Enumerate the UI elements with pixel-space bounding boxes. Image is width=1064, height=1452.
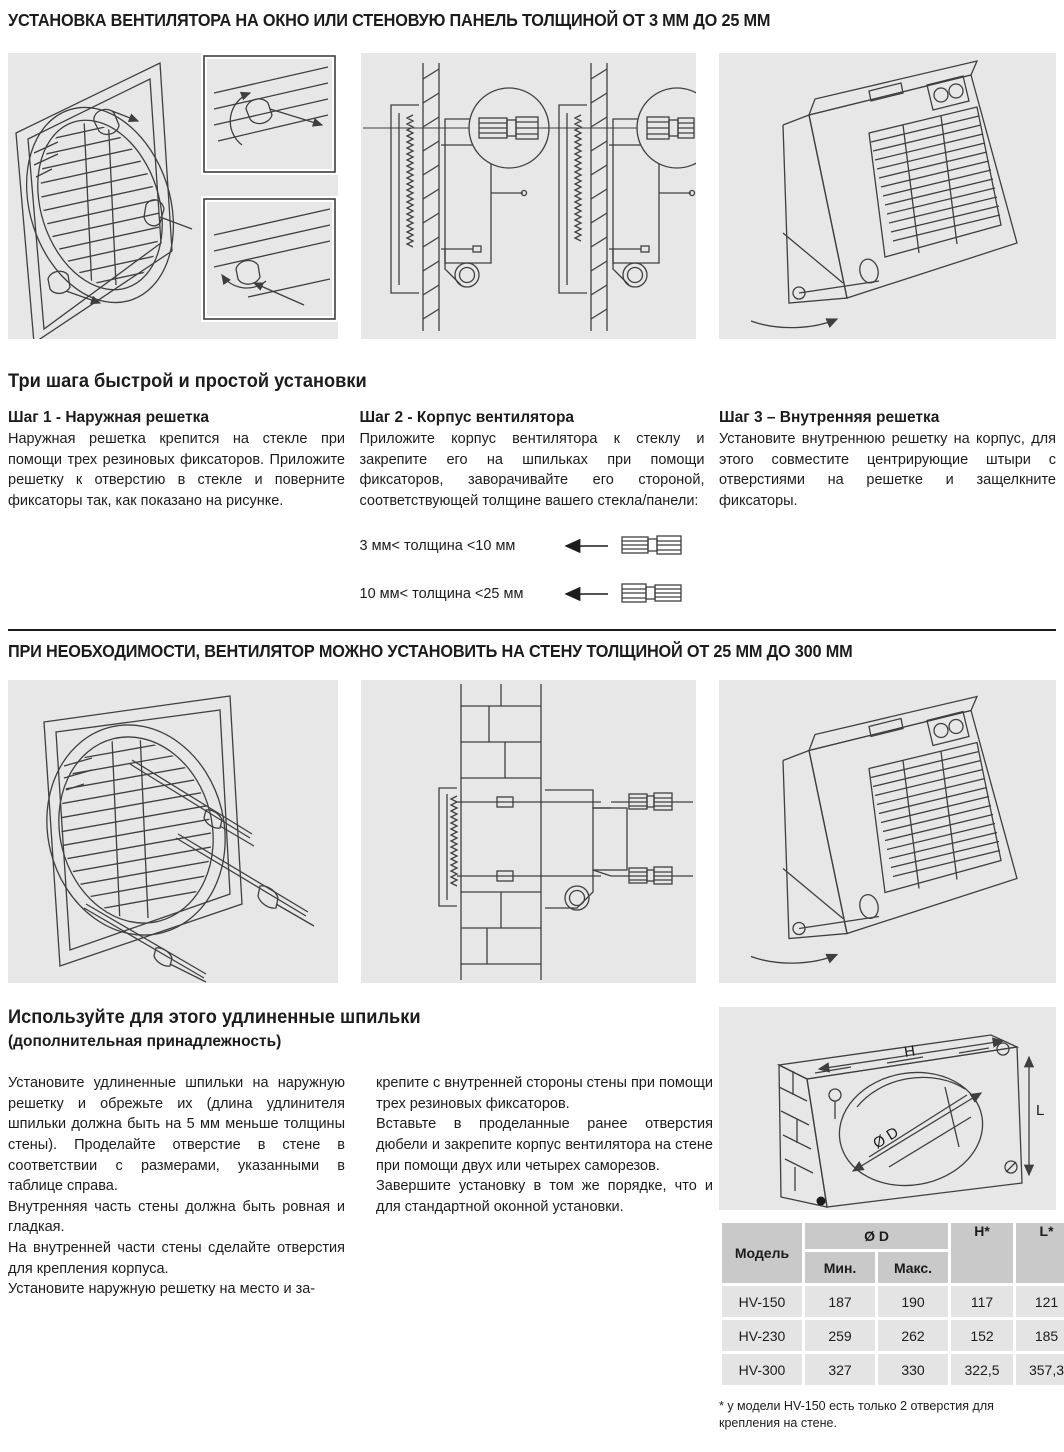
paragraph: На внутренней части стены сделайте отверстия для крепления корпуса. — [8, 1239, 345, 1277]
thickness-option-2-label: 10 мм< толщина <25 мм — [359, 586, 524, 603]
dim-label-h: H — [902, 1042, 917, 1062]
thickness-option-1-label: 3 мм< толщина <10 мм — [359, 538, 516, 555]
col-header-d-min: Мин. — [805, 1252, 875, 1283]
illustration-outer-grille-window — [8, 53, 338, 339]
cell-l: 121 — [1016, 1286, 1064, 1317]
section2-subtitle: Используйте для этого удлиненные шпильки — [8, 1007, 421, 1029]
section-divider — [8, 629, 1056, 631]
cell-model: HV-230 — [722, 1320, 802, 1351]
section2-illustrations — [8, 680, 1056, 983]
outer-grille-illustration-icon — [8, 53, 338, 339]
step-2-title: Шаг 2 - Корпус вентилятора — [359, 409, 575, 426]
cell-d-max: 330 — [878, 1354, 948, 1385]
studs-text-col-2 — [376, 1073, 713, 1299]
grille-long-studs-illustration-icon — [8, 680, 338, 983]
col-header-d: Ø D — [805, 1223, 948, 1249]
cell-h: 152 — [951, 1320, 1013, 1351]
step-1-title: Шаг 1 - Наружная решетка — [8, 409, 209, 426]
step-3-body: Установите внутреннюю решетку на корпус, для этого совместите центрирующие штыри с отверстиями на решетке и защелкните фиксаторы. — [719, 431, 1056, 509]
section1-illustrations — [8, 53, 1056, 339]
paragraph: Установите удлиненные шпильки на наружную решетку и обрежьте их (длина удлинителя шпильки должна быть на 5 мм меньше толщины стены). Проделайте отверстие в стене в соответствии с размерами, указанными в таблице справа. — [8, 1075, 345, 1195]
studs-text-col-1 — [8, 1073, 345, 1299]
dimensions-table — [719, 1220, 1064, 1388]
wall-dimensions-illustration-icon — [719, 1007, 1056, 1210]
illustration-assembled-fan-wall — [719, 680, 1056, 983]
studs-text-columns — [8, 1073, 713, 1299]
table-row — [722, 1286, 1064, 1317]
paragraph: крепите с внутренней стороны стены при помощи трех резиновых фиксаторов. — [376, 1075, 713, 1112]
step-3-title: Шаг 3 – Внутренняя решетка — [719, 409, 940, 426]
body-on-glass-illustration-icon — [361, 53, 696, 339]
bottom-section — [8, 1007, 1064, 1432]
step-2-body: Приложите корпус вентилятора к стеклу и закрепите его на шпильках при помощи фиксаторов, заворачивайте его стороной, соответствующей толщине вашего стекла/панели: — [359, 431, 705, 509]
studs-text-block — [8, 1007, 713, 1432]
table-footnote: * у модели HV-150 есть только 2 отверстия для крепления на стене. — [719, 1399, 994, 1431]
wall-cross-section-illustration-icon — [361, 680, 696, 983]
paragraph: Вставьте в проделанные ранее отверстия дюбели и закрепите корпус вентилятора на стене при помощи двух или четырех саморезов. — [376, 1116, 713, 1174]
illustration-body-on-glass — [361, 53, 696, 339]
cell-d-min: 327 — [805, 1354, 875, 1385]
paragraph: Внутренняя часть стены должна быть ровная и гладкая. — [8, 1198, 345, 1236]
step-1-body: Наружная решетка крепится на стекле при помощи трех резиновых фиксаторов. Приложите решетку к отверстию в стекле и поверните фиксаторы так, как показано на рисунке. — [8, 431, 345, 509]
dim-label-l: L — [1036, 1102, 1045, 1120]
cell-d-min: 187 — [805, 1286, 875, 1317]
section1-subtitle: Три шага быстрой и простой установки — [8, 371, 367, 392]
section2-subtitle-note: (дополнительная принадлежность) — [8, 1033, 282, 1051]
section2-title: ПРИ НЕОБХОДИМОСТИ, ВЕНТИЛЯТОР МОЖНО УСТАНОВИТЬ НА СТЕНУ ТОЛЩИНОЙ ОТ 25 ММ ДО 300 ММ — [8, 641, 853, 662]
paragraph: Установите наружную решетку на место и за- — [8, 1281, 316, 1298]
dimensions-block — [719, 1007, 1064, 1432]
cell-model: HV-150 — [722, 1286, 802, 1317]
assembled-fan-illustration-icon — [719, 53, 1056, 339]
table-row — [722, 1320, 1064, 1351]
cell-l: 357,3 — [1016, 1354, 1064, 1385]
step-2 — [360, 409, 705, 607]
cell-d-max: 262 — [878, 1320, 948, 1351]
paragraph: Завершите установку в том же порядке, что и для стандартной оконной установки. — [376, 1178, 713, 1215]
dim-label-d: Ø D — [870, 1124, 902, 1153]
step-1 — [8, 409, 345, 607]
assembled-fan-wall-illustration-icon — [719, 680, 1056, 983]
illustration-assembled-fan — [719, 53, 1056, 339]
cell-l: 185 — [1016, 1320, 1064, 1351]
cell-model: HV-300 — [722, 1354, 802, 1385]
col-header-d-max: Макс. — [878, 1252, 948, 1283]
col-header-model: Модель — [722, 1223, 802, 1283]
fixator-thin-icon — [560, 533, 690, 559]
cell-d-min: 259 — [805, 1320, 875, 1351]
steps — [8, 409, 1056, 607]
cell-h: 117 — [951, 1286, 1013, 1317]
illustration-wall-dimensions — [719, 1007, 1056, 1210]
illustration-grille-long-studs — [8, 680, 338, 983]
thickness-option-2 — [360, 581, 705, 607]
cell-d-max: 190 — [878, 1286, 948, 1317]
table-row — [722, 1354, 1064, 1385]
illustration-wall-cross-section — [361, 680, 696, 983]
cell-h: 322,5 — [951, 1354, 1013, 1385]
thickness-option-1 — [360, 533, 705, 559]
section1-title: УСТАНОВКА ВЕНТИЛЯТОРА НА ОКНО ИЛИ СТЕНОВУЮ ПАНЕЛЬ ТОЛЩИНОЙ ОТ 3 ММ ДО 25 ММ — [8, 10, 771, 30]
col-header-h: H* — [951, 1223, 1013, 1283]
fixator-thick-icon — [560, 581, 690, 607]
col-header-l: L* — [1016, 1223, 1064, 1283]
step-3 — [719, 409, 1056, 607]
